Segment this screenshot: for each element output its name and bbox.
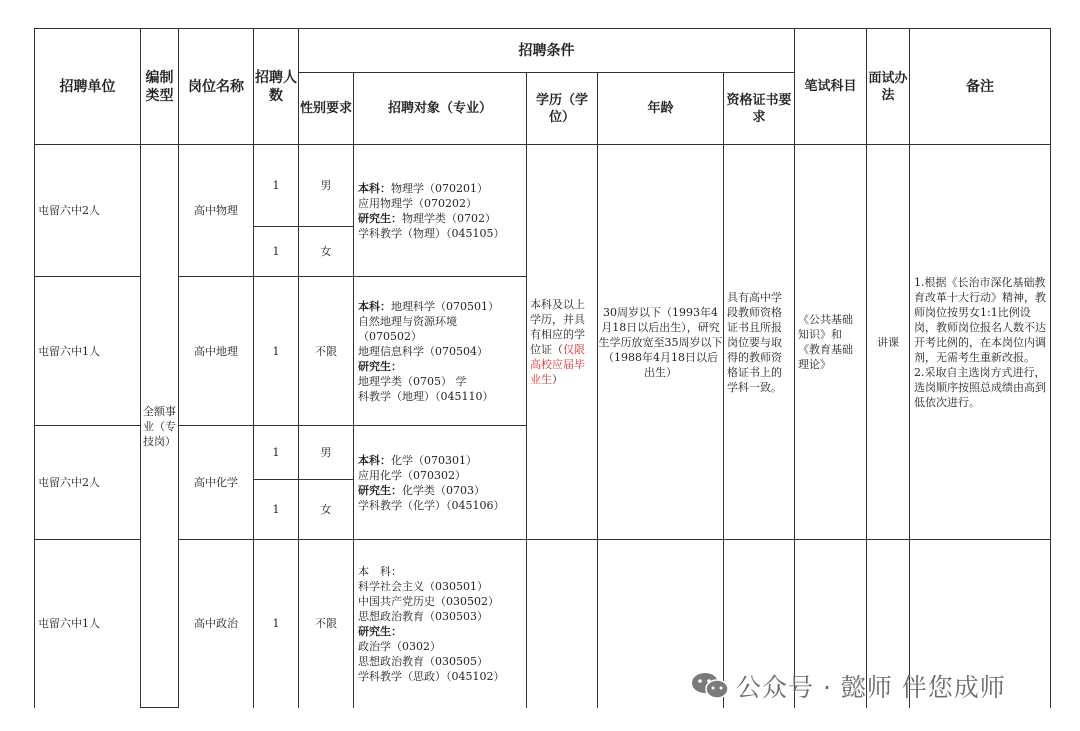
type-text: 全额事业（专技岗）: [143, 404, 176, 448]
watermark-text: 公众号 · 懿师 伴您成师: [736, 673, 1006, 702]
header-unit: 招聘单位: [35, 29, 141, 145]
post-cell: 高中化学: [179, 426, 254, 540]
unit-cell: 屯留六中2人: [35, 426, 141, 540]
header-gender: 性别要求: [299, 73, 354, 145]
major-cell: 本科：物理学（070201） 应用物理学（070202） 研究生：物理学类（0702） 学科教学（物理）（045105）: [354, 145, 527, 277]
gender-cell: 男: [299, 426, 354, 480]
exam-cell: 《公共基础知识》和《教育基础理论》: [795, 145, 867, 540]
header-post: 岗位名称: [179, 29, 254, 145]
header-remark: 备注: [910, 29, 1051, 145]
count-cell: 1: [254, 540, 299, 708]
header-target: 招聘对象（专业）: [354, 73, 527, 145]
count-cell: 1: [254, 145, 299, 227]
post-cell: 高中物理: [179, 145, 254, 277]
major-cell: 本科：地理科学（070501） 自然地理与资源环境 （070502） 地理信息科学（070504） 研究生： 地理学类（0705） 学 科教学（地理）（045110）: [354, 277, 527, 426]
type-cell: [141, 145, 179, 708]
unit-cell: 屯留六中1人: [35, 540, 141, 708]
major-cell: 本科：化学（070301） 应用化学（070302） 研究生：化学类（0703） 学科教学（化学）（045106）: [354, 426, 527, 540]
header-conditions: 招聘条件: [299, 29, 795, 73]
wechat-icon: [690, 671, 730, 701]
remark-cell: [910, 145, 1051, 540]
gender-cell: 女: [299, 480, 354, 540]
count-cell: 1: [254, 426, 299, 480]
watermark: [690, 668, 1006, 704]
cert-cell: 具有高中学段教师资格证书且所报岗位要与取得的教师资格证书上的学科一致。: [724, 145, 795, 540]
gender-cell: 不限: [299, 277, 354, 426]
major-cell: 本 科： 科学社会主义（030501） 中国共产党历史（030502） 思想政治教育（030503） 研究生： 政治学（0302） 思想政治教育（030505） 学科教学（思政）（045102）: [354, 540, 527, 708]
header-exam: 笔试科目: [795, 29, 867, 145]
post-cell: 高中政治: [179, 540, 254, 708]
header-count: 招聘人数: [254, 29, 299, 145]
count-cell: 1: [254, 277, 299, 426]
edu-cell: 本科及以上学历，并具有相应的学位证（仅限高校应届毕业生）: [527, 145, 598, 540]
age-cell: 30周岁以下（1993年4月18日以后出生），研究生学历放宽至35周岁以下（1988年4月18日以后出生）: [598, 145, 724, 540]
header-cert: 资格证书要求: [724, 73, 795, 145]
unit-cell: 屯留六中1人: [35, 277, 141, 426]
header-edu: 学历（学位）: [527, 73, 598, 145]
header-type: 编制类型: [141, 29, 179, 145]
gender-cell: 不限: [299, 540, 354, 708]
edu-cell-empty: [527, 540, 598, 708]
header-age: 年龄: [598, 73, 724, 145]
header-interview: 面试办法: [867, 29, 910, 145]
remark-2: 2.采取自主选岗方式进行，选岗顺序按照总成绩由高到低依次进行。: [914, 365, 1047, 409]
interview-cell: 讲课: [867, 145, 910, 540]
count-cell: 1: [254, 227, 299, 277]
post-cell: 高中地理: [179, 277, 254, 426]
unit-cell: 屯留六中2人: [35, 145, 141, 277]
gender-cell: 女: [299, 227, 354, 277]
remark-1: 1.根据《长治市深化基础教育改革十大行动》精神，教师岗位按男女1:1比例设岗，教师岗位报名人数不达开考比例的，在本岗位内调剂，无需考生重新改报。: [914, 275, 1047, 364]
count-cell: 1: [254, 480, 299, 540]
gender-cell: 男: [299, 145, 354, 227]
recruitment-table: [34, 28, 1051, 708]
